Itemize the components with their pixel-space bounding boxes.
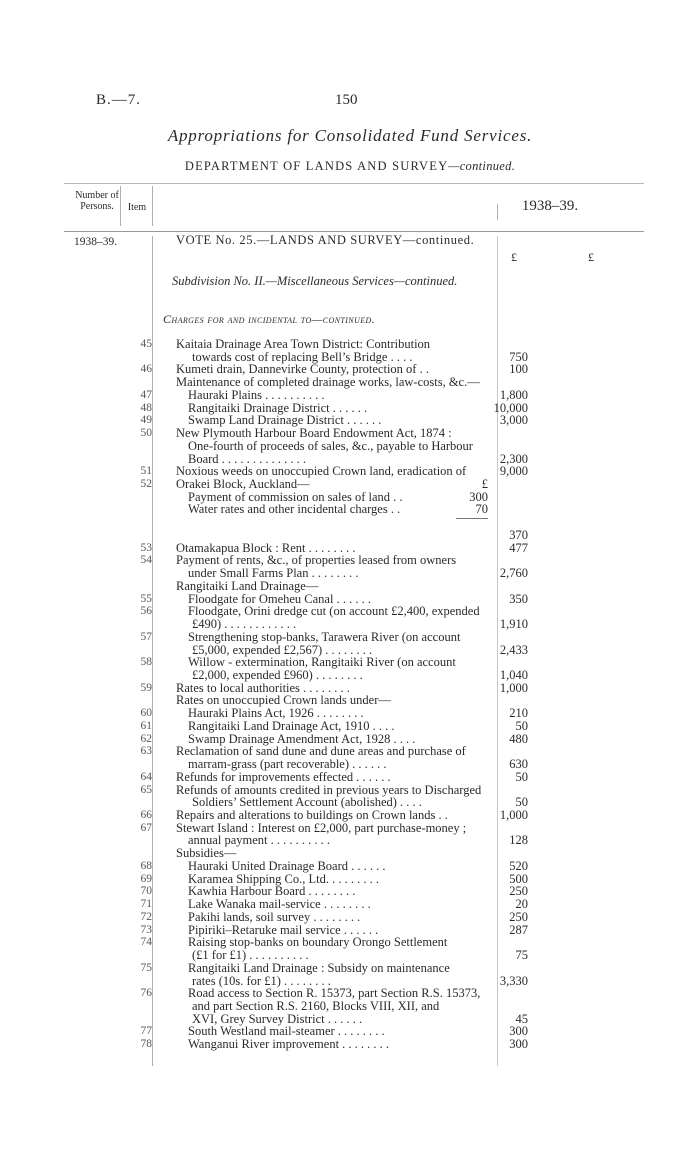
amount: 10,000 xyxy=(493,400,528,415)
item-description: Hauraki United Drainage Board . . . . . . xyxy=(188,858,386,873)
amount: 750 xyxy=(509,349,528,364)
item-number: 67 xyxy=(140,821,152,834)
item-description: Rangitaiki Drainage District . . . . . . xyxy=(188,400,368,415)
amount: 1,910 xyxy=(499,617,528,632)
item-description: Water rates and other incidental charges . . xyxy=(188,502,401,517)
item-number: 50 xyxy=(140,427,152,440)
item-number: 74 xyxy=(140,936,152,949)
item-description: and part Section R.S. 2160, Blocks VIII, XII, and xyxy=(192,998,440,1013)
amount: 3,000 xyxy=(499,413,528,428)
item-number: 77 xyxy=(140,1025,152,1038)
item-number: 56 xyxy=(140,605,152,618)
item-number: 73 xyxy=(140,923,152,936)
item-description: (£1 for £1) . . . . . . . . . . xyxy=(192,948,309,963)
item-description: Subsidies— xyxy=(176,846,237,861)
item-description: Otamakapua Block : Rent . . . . . . . . xyxy=(176,540,356,555)
page-title: Appropriations for Consolidated Fund Services. xyxy=(167,126,533,145)
item-description: South Westland mail-steamer . . . . . . . . xyxy=(188,1024,385,1039)
currency-symbol-2: £ xyxy=(588,250,594,264)
vote-heading: VOTE No. 25.—LANDS AND SURVEY—continued. xyxy=(176,233,475,247)
item-description: Floodgate for Omeheu Canal . . . . . . xyxy=(188,591,371,606)
item-description: Lake Wanaka mail-service . . . . . . . . xyxy=(188,897,371,912)
amount: 520 xyxy=(509,858,528,873)
item-description: Payment of rents, &c., of properties leased from owners xyxy=(176,553,457,568)
department-suffix: —continued. xyxy=(448,159,516,173)
amount: 128 xyxy=(509,833,528,848)
item-description: Swamp Land Drainage District . . . . . . xyxy=(188,413,382,428)
item-number: 51 xyxy=(140,465,152,478)
item-description: Kawhia Harbour Board . . . . . . . . xyxy=(188,884,356,899)
amount: 2,760 xyxy=(499,566,528,581)
item-description: £490) . . . . . . . . . . . . xyxy=(192,617,297,632)
item-description: Kumeti drain, Dannevirke County, protection of . . xyxy=(176,362,429,377)
amount: 250 xyxy=(509,884,528,899)
item-number: 59 xyxy=(140,681,152,694)
item-number: 61 xyxy=(140,719,152,732)
header-rule xyxy=(64,231,644,232)
item-number: 75 xyxy=(140,961,152,974)
document-code: B.—7. xyxy=(96,92,142,108)
amount: 45 xyxy=(515,1011,528,1026)
amount: 2,300 xyxy=(499,451,528,466)
amount: 1,000 xyxy=(499,808,528,822)
item-number: 60 xyxy=(140,707,152,720)
page-number: 150 xyxy=(335,92,358,108)
item-description: Refunds for improvements effected . . . . . . xyxy=(176,769,391,784)
item-number: 65 xyxy=(140,783,152,796)
item-description: £5,000, expended £2,567) . . . . . . . . xyxy=(192,642,373,657)
item-description: Rangitaiki Land Drainage : Subsidy on maintenance xyxy=(188,960,450,975)
item-number: 78 xyxy=(140,1038,152,1051)
item-description: Swamp Drainage Amendment Act, 1928 . . . . xyxy=(188,731,416,746)
item-description: Hauraki Plains . . . . . . . . . . xyxy=(188,387,325,402)
item-description: Rates on unoccupied Crown lands under— xyxy=(176,693,391,708)
item-number: 52 xyxy=(140,478,152,491)
item-number: 76 xyxy=(140,987,152,1000)
item-number: 72 xyxy=(140,910,152,923)
item-description: Road access to Section R. 15373, part Section R.S. 15373, xyxy=(188,986,481,1001)
amount: 100 xyxy=(509,362,528,377)
persons-year-label: 1938–39. xyxy=(74,236,118,248)
item-description: Payment of commission on sales of land . . xyxy=(188,489,403,504)
item-description: Kaitaia Drainage Area Town District: Contribution xyxy=(176,337,431,351)
item-description: Rangitaiki Land Drainage— xyxy=(176,578,319,593)
sub-amount: 70 xyxy=(475,502,488,517)
item-description: rates (10s. for £1) . . . . . . . . xyxy=(192,973,331,988)
item-number: 63 xyxy=(140,745,152,758)
sub-amount: £ xyxy=(481,477,488,492)
item-number: 62 xyxy=(140,732,152,745)
item-number: 54 xyxy=(140,554,152,567)
item-description: £2,000, expended £960) . . . . . . . . xyxy=(192,667,363,682)
item-description: Noxious weeds on unoccupied Crown land, eradication of xyxy=(176,464,467,479)
item-column-divider xyxy=(152,186,153,226)
persons-column-header: Number of Persons. xyxy=(75,190,119,212)
amount: 50 xyxy=(515,769,528,784)
item-number: 64 xyxy=(140,770,152,783)
amount: 350 xyxy=(509,591,528,606)
item-description: Pipiriki–Retaruke mail service . . . . . . xyxy=(188,922,379,937)
item-description: Refunds of amounts credited in previous years to Discharged xyxy=(176,782,482,797)
item-number: 58 xyxy=(140,656,152,669)
item-description: Maintenance of completed drainage works, law-costs, &c.— xyxy=(176,375,480,390)
item-number: 57 xyxy=(140,630,152,643)
department-name: DEPARTMENT OF LANDS AND SURVEY xyxy=(184,159,449,173)
amount: 50 xyxy=(515,795,528,810)
item-description: Orakei Block, Auckland— xyxy=(176,477,310,492)
item-text-divider xyxy=(152,236,153,1066)
item-number: 48 xyxy=(140,401,152,414)
item-number: 69 xyxy=(140,872,152,885)
charges-heading: Charges for and incidental to—continued. xyxy=(163,312,376,326)
amount: 250 xyxy=(509,909,528,924)
item-description: annual payment . . . . . . . . . . xyxy=(188,833,330,848)
amount: 75 xyxy=(515,948,528,963)
item-description: Wanganui River improvement . . . . . . . . xyxy=(188,1037,390,1052)
item-description: XVI, Grey Survey District . . . . . . xyxy=(192,1011,363,1026)
item-description: Board . . . . . . . . . . . . . . xyxy=(188,451,307,466)
item-description: Rates to local authorities . . . . . . . . xyxy=(176,680,350,695)
amount: 20 xyxy=(515,897,528,912)
amount: 9,000 xyxy=(499,464,528,479)
item-description: Repairs and alterations to buildings on Crown lands . . xyxy=(176,808,448,822)
item-description: Reclamation of sand dune and dune areas and purchase of xyxy=(176,744,466,759)
item-description: Stewart Island : Interest on £2,000, part purchase-money ; xyxy=(176,820,467,835)
item-number: 49 xyxy=(140,414,152,427)
currency-symbol-1: £ xyxy=(511,250,517,264)
amount: 500 xyxy=(509,871,528,886)
amount: 300 xyxy=(509,1037,528,1052)
item-description: New Plymouth Harbour Board Endowment Act, 1874 : xyxy=(176,426,452,441)
persons-column-divider xyxy=(120,186,121,226)
item-description: Raising stop-banks on boundary Orongo Settlement xyxy=(188,935,448,950)
top-rule xyxy=(64,183,644,184)
amount: 477 xyxy=(509,540,528,555)
amount: 2,433 xyxy=(499,642,528,657)
item-description: marram-grass (part recoverable) . . . . . . xyxy=(188,757,387,772)
item-column-header: Item xyxy=(127,202,147,213)
item-description: Soldiers’ Settlement Account (abolished) . . . . xyxy=(192,795,422,810)
item-description: Floodgate, Orini dredge cut (on account £2,400, expended xyxy=(188,604,480,619)
item-number: 53 xyxy=(140,541,152,554)
item-description: Willow - extermination, Rangitaiki River (on account xyxy=(188,655,456,670)
amount: 210 xyxy=(509,706,528,721)
amount: 287 xyxy=(509,922,528,937)
subdivision-heading xyxy=(172,274,457,289)
amount: 3,330 xyxy=(499,973,528,988)
department-heading xyxy=(0,159,700,174)
sub-amount: 300 xyxy=(469,489,488,504)
amount: 50 xyxy=(515,718,528,733)
item-description: Karamea Shipping Co., Ltd. . . . . . . . . xyxy=(188,871,379,886)
item-number: 55 xyxy=(140,592,152,605)
amount: 480 xyxy=(509,731,528,746)
subtotal-rule xyxy=(456,518,488,519)
subdivision-title: Subdivision No. II.—Miscellaneous Services—continued. xyxy=(172,274,458,288)
item-description: Pakihi lands, soil survey . . . . . . . . xyxy=(188,909,361,924)
item-description: under Small Farms Plan . . . . . . . . xyxy=(188,566,359,581)
item-description: One-fourth of proceeds of sales, &c., payable to Harbour xyxy=(188,438,473,453)
item-description: towards cost of replacing Bell’s Bridge . . . . xyxy=(192,349,413,364)
item-number: 68 xyxy=(140,859,152,872)
item-number: 46 xyxy=(140,363,152,376)
item-description: Hauraki Plains Act, 1926 . . . . . . . . xyxy=(188,706,364,721)
amount: 1,800 xyxy=(499,387,528,402)
item-number: 66 xyxy=(140,809,152,821)
item-number: 70 xyxy=(140,885,152,898)
amount: 630 xyxy=(509,757,528,772)
year-column-divider xyxy=(497,204,498,220)
item-number: 47 xyxy=(140,388,152,401)
amount: 370 xyxy=(509,527,528,542)
item-number: 45 xyxy=(140,338,152,350)
amount: 1,040 xyxy=(499,667,528,682)
amount: 300 xyxy=(509,1024,528,1039)
item-description: Rangitaiki Land Drainage Act, 1910 . . . . xyxy=(188,718,395,733)
item-description: Strengthening stop-banks, Tarawera River (on account xyxy=(188,629,461,644)
item-number: 71 xyxy=(140,898,152,911)
amount: 1,000 xyxy=(499,680,528,695)
year-column-header: 1938–39. xyxy=(521,198,579,214)
